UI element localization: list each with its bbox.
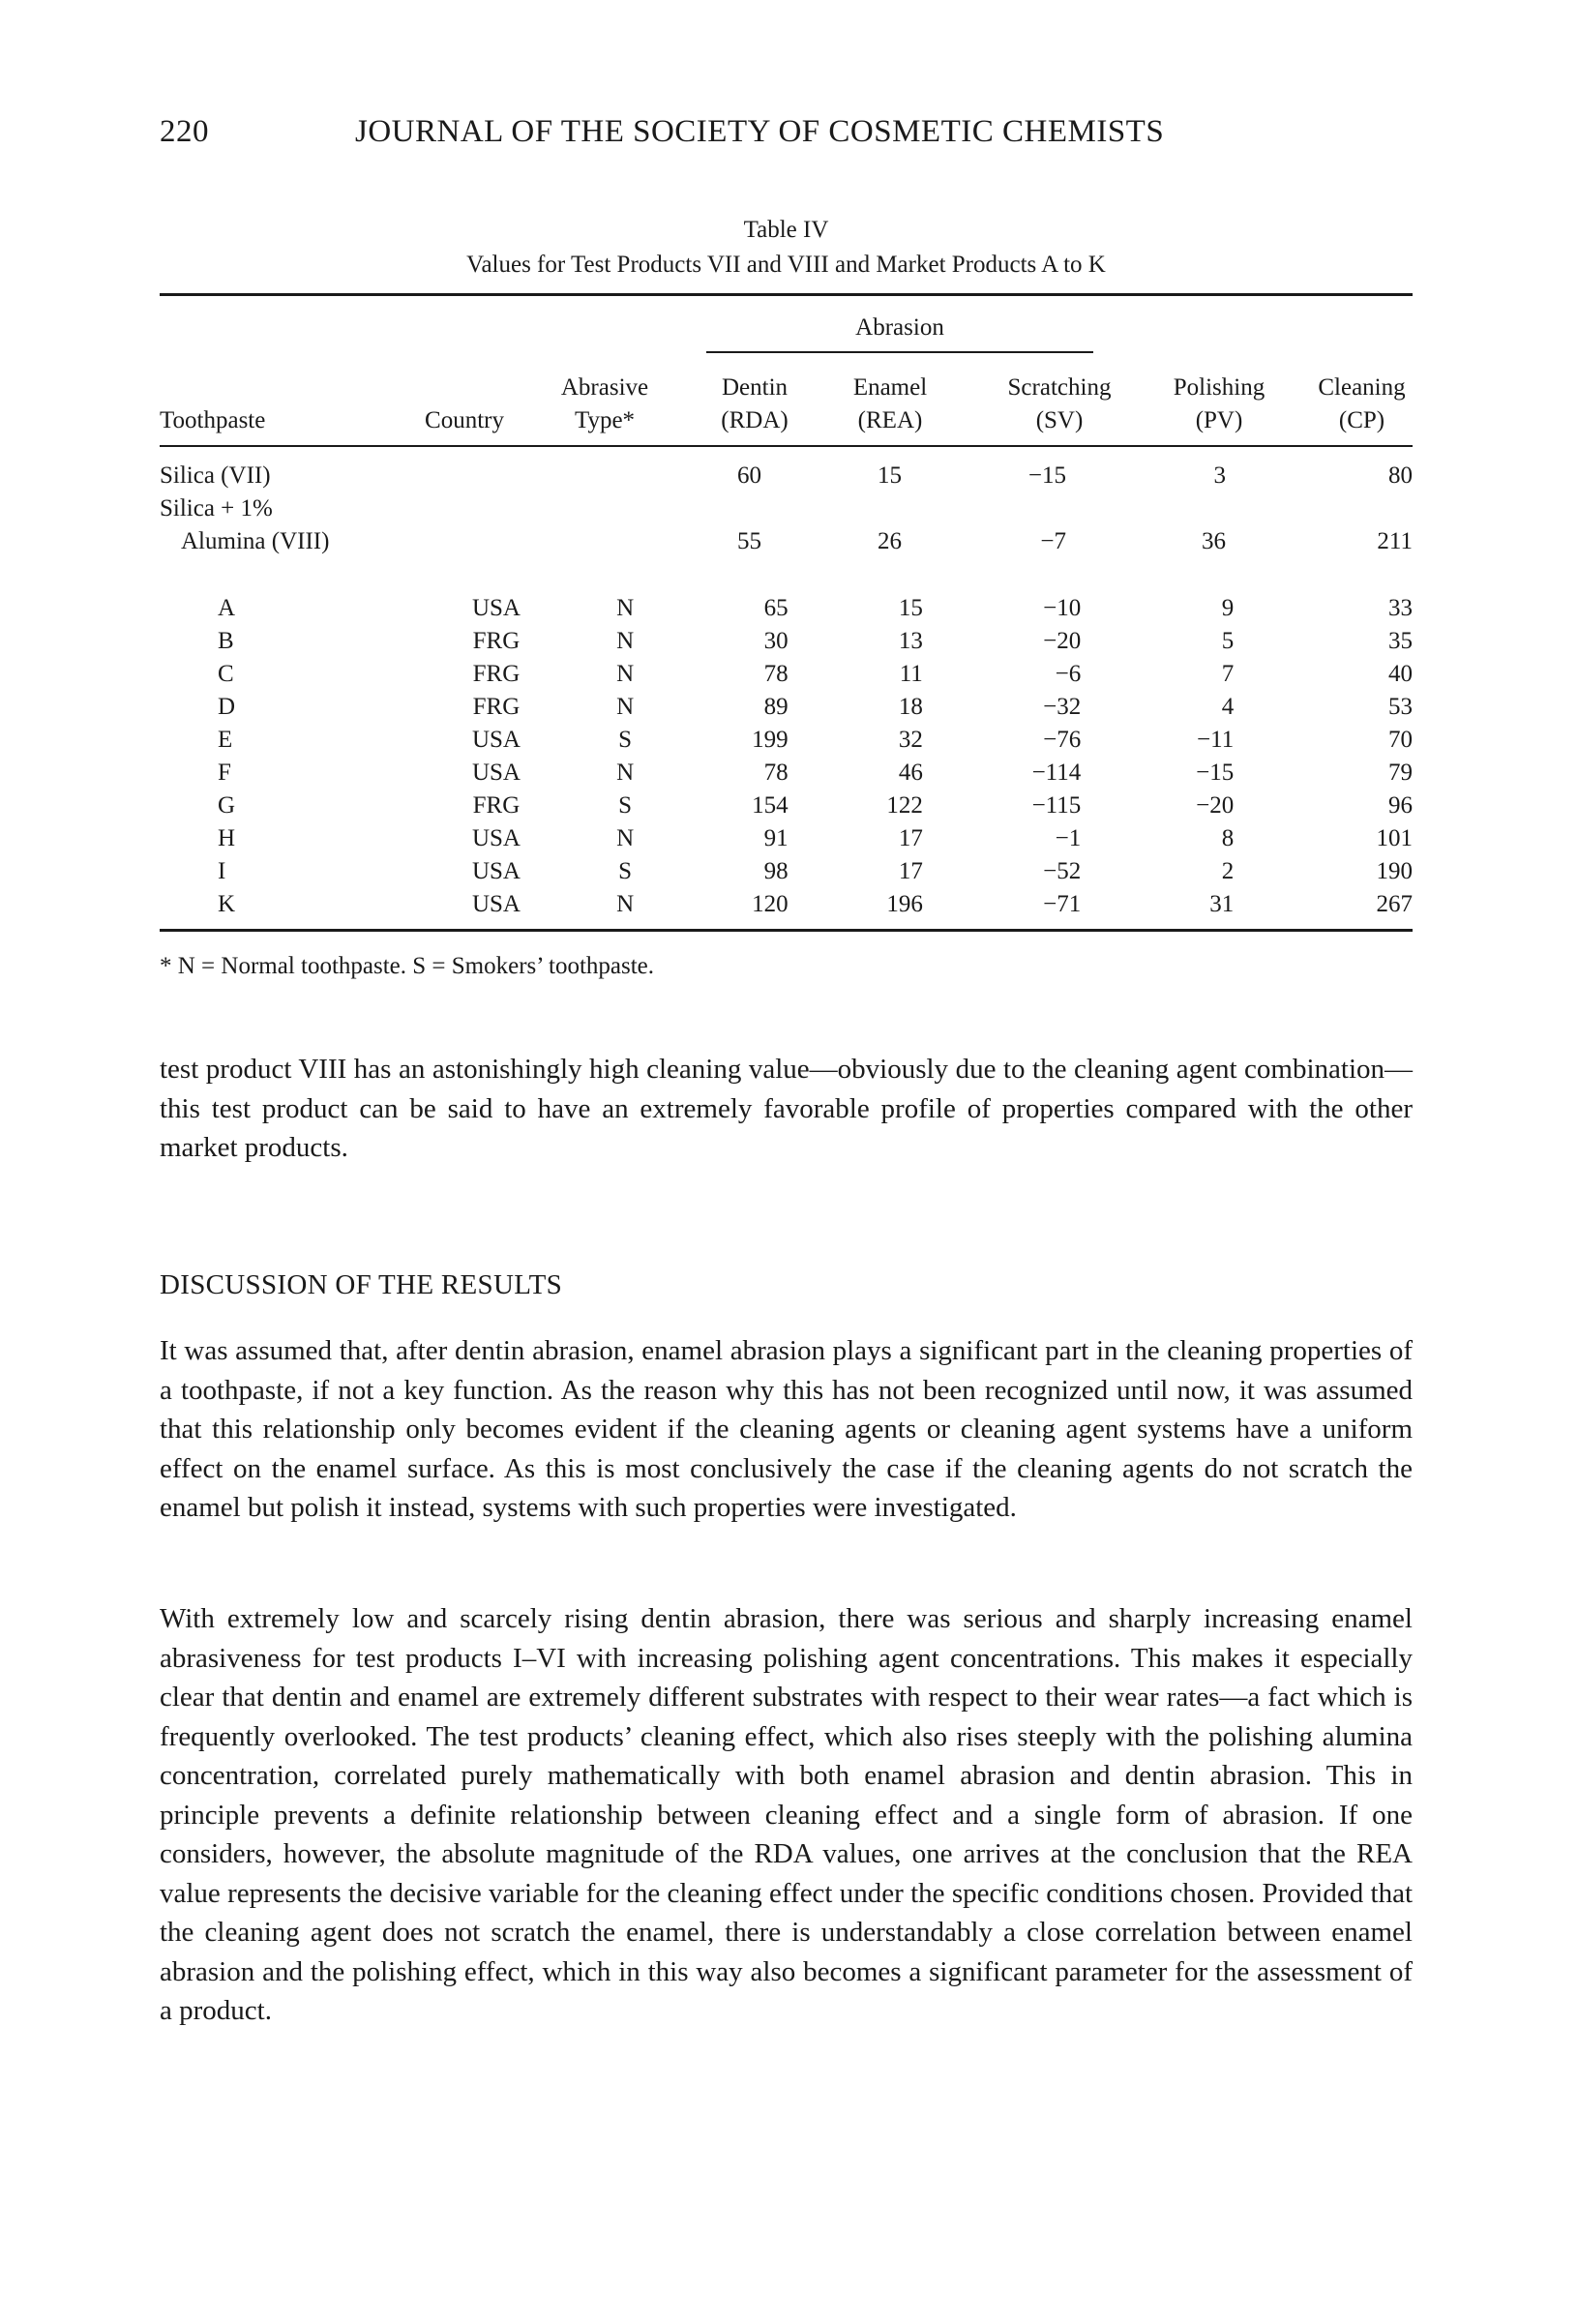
table-cell-pv: 4 [1221, 694, 1235, 720]
table-cell-name: F [218, 760, 231, 786]
table-cell-sv: −10 [1043, 595, 1082, 621]
table-cell-pv: −15 [1196, 760, 1235, 786]
table-cell-country: USA [471, 825, 521, 851]
test-products-table [160, 460, 1413, 558]
abrasion-group-header: Abrasion [855, 314, 944, 341]
table-cell-rea: 17 [898, 858, 923, 884]
table-cell-name: E [218, 727, 233, 753]
page-number: 220 [160, 114, 209, 149]
table-cell-rea: 17 [898, 825, 923, 851]
table-cell-country: FRG [472, 792, 521, 819]
table-cell-type: N [616, 628, 635, 654]
table-cell-country: USA [471, 891, 521, 917]
table-cell-pv: 31 [1209, 891, 1235, 917]
table-cell-sv: −76 [1043, 727, 1082, 753]
table-cell-rda: 65 [763, 595, 789, 621]
table-cell-name: G [218, 792, 236, 819]
table-cell-pv: 2 [1221, 858, 1235, 884]
table-row [160, 691, 1413, 724]
table-cell-type: N [616, 825, 635, 851]
col-header-polishing: Polishing (PV) [1173, 374, 1265, 433]
col-header-cleaning: Cleaning (CP) [1318, 374, 1406, 433]
table-cell-type: N [616, 760, 635, 786]
table-cell-rea: 18 [898, 694, 923, 720]
table-label: Table IV [743, 217, 829, 243]
table-cell-cp: 35 [1388, 628, 1413, 654]
table-caption [160, 213, 1413, 283]
table-row: Silica (VII) 60 15 −15 3 80 [160, 462, 1413, 489]
table-cell-type: S [618, 727, 633, 753]
table-cell-sv: −32 [1043, 694, 1082, 720]
table-cell-rda: 78 [763, 661, 789, 687]
table-row [160, 888, 1413, 921]
table-cell-cp: 101 [1376, 825, 1413, 851]
table-cell-type: N [616, 694, 635, 720]
table-row: Silica + 1% [160, 495, 273, 521]
table-cell-sv: −52 [1043, 858, 1082, 884]
table-cell-type: N [616, 661, 635, 687]
table-cell-pv: 5 [1221, 628, 1235, 654]
table-title: Values for Test Products VII and VIII and Market Products A to K [466, 252, 1106, 278]
table-cell-name: D [218, 694, 236, 720]
paragraph: With extremely low and scarcely rising dentin abrasion, there was serious and sharply increasing enamel abrasiveness for test products I–VI with increasing polishing agent concentrations. This makes it especially clear that dentin and enamel are extremely different substrates with respect to their wear rates—a fact which is frequently overlooked. The test products’ cleaning effect, which also rises steeply with the polishing alumina concentration, correlated purely mathematically with both enamel abrasion and dentin abrasion. This in principle prevents a definite relationship between cleaning effect and a single form of abrasion. If one considers, however, the absolute magnitude of the RDA values, one arrives at the conclusion that the REA value represents the decisive variable for the cleaning effect under the specific conditions chosen. Provided that the cleaning agent does not scratch the enamel, there is understandably a close correlation between enamel abrasion and the polishing effect, which in this way also becomes a significant parameter for the assessment of a product. [160, 1603, 1413, 2026]
table-cell-sv: −114 [1031, 760, 1082, 786]
table-cell-rda: 89 [763, 694, 789, 720]
table-cell-country: FRG [472, 628, 521, 654]
table-cell-cp: 190 [1376, 858, 1413, 884]
abrasion-group-rule [706, 351, 1093, 353]
table-cell-pv: −20 [1196, 792, 1235, 819]
table-cell-rda: 120 [752, 891, 789, 917]
table-cell-country: USA [471, 760, 521, 786]
table-cell-rea: 196 [886, 891, 923, 917]
table-row [160, 855, 1413, 888]
table-cell-type: S [618, 792, 633, 819]
table-cell-rda: 154 [752, 792, 789, 819]
table-cell-cp: 79 [1388, 760, 1413, 786]
table-cell-country: USA [471, 595, 521, 621]
table-cell-rda: 30 [763, 628, 789, 654]
table-cell-name: A [218, 595, 236, 621]
table-cell-pv: 8 [1221, 825, 1235, 851]
table-cell-rea: 11 [899, 661, 923, 687]
market-products-table [160, 592, 1413, 921]
paragraph: test product VIII has an astonishingly high cleaning value—obviously due to the cleaning agent combination—this test product can be said to have an extremely favorable profile of properties compared with the other market products. [160, 1054, 1413, 1163]
table-cell-country: FRG [472, 661, 521, 687]
table-footnote: * N = Normal toothpaste. S = Smokers’ toothpaste. [160, 953, 655, 979]
table-cell-name: C [218, 661, 234, 687]
table-cell-sv: −71 [1043, 891, 1082, 917]
table-bottom-rule [160, 929, 1413, 932]
table-cell-pv: 9 [1221, 595, 1235, 621]
table-row [160, 790, 1413, 822]
table-cell-type: N [616, 891, 635, 917]
table-row [160, 757, 1413, 790]
paragraph: It was assumed that, after dentin abrasion, enamel abrasion plays a significant part in the cleaning properties of a toothpaste, if not a key function. As the reason why this has not been recognized until now, it was assumed that this relationship only becomes evident if the cleaning agents or cleaning agent systems have a uniform effect on the enamel surface. As this is most conclusively the case if the cleaning agents do not scratch the enamel but polish it instead, systems with such properties were investigated. [160, 1335, 1413, 1523]
table-row [160, 592, 1413, 625]
table-cell-sv: −6 [1055, 661, 1082, 687]
table-cell-rda: 98 [763, 858, 789, 884]
col-header-country: Country [425, 407, 504, 433]
table-cell-cp: 53 [1388, 694, 1413, 720]
table-row [160, 658, 1413, 691]
col-header-scratching: Scratching (SV) [1007, 374, 1112, 433]
col-header-enamel: Enamel (REA) [852, 374, 928, 433]
section-heading: DISCUSSION OF THE RESULTS [160, 1269, 563, 1300]
table-cell-pv: 7 [1221, 661, 1235, 687]
table-cell-cp: 70 [1388, 727, 1413, 753]
table-row [160, 724, 1413, 757]
table-cell-country: USA [471, 727, 521, 753]
table-cell-name: H [218, 825, 236, 851]
table-cell-country: USA [471, 858, 521, 884]
table-row [160, 822, 1413, 855]
table-cell-type: N [616, 595, 635, 621]
journal-title: JOURNAL OF THE SOCIETY OF COSMETIC CHEMISTS [355, 114, 1165, 149]
col-header-type: Abrasive Type* [560, 374, 649, 433]
table-cell-rea: 46 [898, 760, 923, 786]
table-cell-sv: −1 [1055, 825, 1082, 851]
table-cell-rea: 32 [898, 727, 923, 753]
table-cell-cp: 40 [1388, 661, 1413, 687]
table-cell-pv: −11 [1197, 727, 1235, 753]
table-cell-sv: −20 [1043, 628, 1082, 654]
table-cell-sv: −115 [1031, 792, 1082, 819]
col-header-toothpaste: Toothpaste [160, 407, 266, 433]
table-row [160, 625, 1413, 658]
table-cell-rda: 78 [763, 760, 789, 786]
table-row: Alumina (VIII) 55 26 −7 36 211 [181, 528, 1413, 554]
table-cell-name: B [218, 628, 234, 654]
table-cell-name: K [218, 891, 236, 917]
table-cell-rda: 91 [763, 825, 789, 851]
table-cell-cp: 96 [1388, 792, 1413, 819]
table-cell-cp: 267 [1376, 891, 1413, 917]
table-top-rule [160, 293, 1413, 296]
table-cell-country: FRG [472, 694, 521, 720]
table-cell-cp: 33 [1388, 595, 1413, 621]
table-cell-type: S [618, 858, 633, 884]
table-header-rule [160, 445, 1413, 447]
table-cell-name: I [218, 858, 226, 884]
table-cell-rea: 13 [898, 628, 923, 654]
col-header-dentin: Dentin (RDA) [721, 374, 789, 433]
table-cell-rea: 122 [886, 792, 923, 819]
table-cell-rda: 199 [752, 727, 789, 753]
table-cell-rea: 15 [898, 595, 923, 621]
